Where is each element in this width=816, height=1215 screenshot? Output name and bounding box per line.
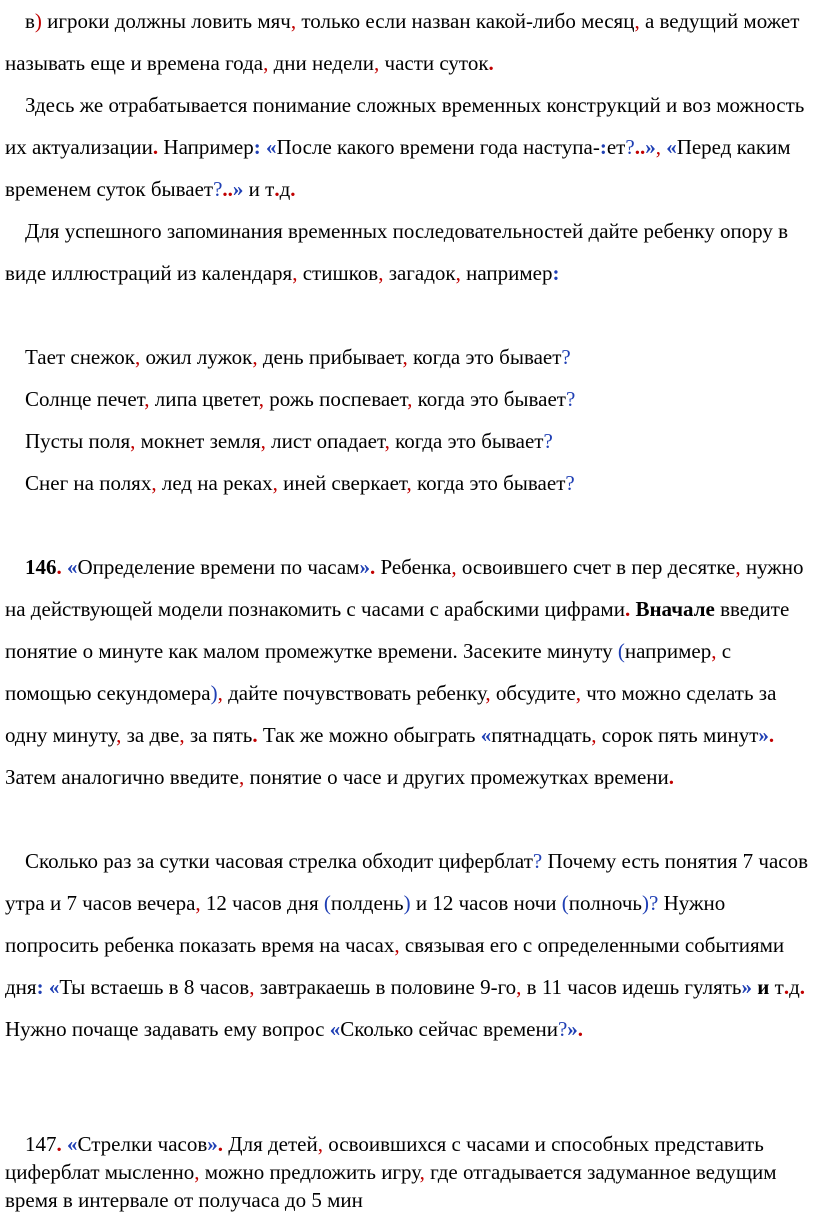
text-run: когда это бывает: [412, 387, 566, 411]
text-run: Ты встаешь в 8 часов: [59, 975, 250, 999]
text-run: ,: [116, 723, 122, 747]
text-run: ?: [557, 1017, 568, 1041]
text-run: ,: [394, 933, 400, 957]
text-run: «: [67, 1132, 78, 1156]
text-run: лед на реках: [156, 471, 273, 495]
text-run: Нужно попросить ребенка показать время на часах: [5, 891, 726, 957]
text-run: ,: [195, 891, 201, 915]
text-run: понятие о часе и других промежутках времени: [244, 765, 669, 789]
text-run: и: [757, 975, 770, 999]
text-run: дайте почувствовать ребенку: [222, 681, 486, 705]
paragraph-147-clock-hands: [5, 1130, 811, 1214]
text-run: ..: [634, 135, 646, 159]
text-run: ,: [258, 387, 265, 411]
text-run: ,: [485, 681, 491, 705]
text-run: ?: [565, 471, 575, 495]
text-run: полночь: [568, 891, 643, 915]
text-run: »: [645, 135, 656, 159]
text-run: только если назван какой-либо месяц: [296, 9, 635, 33]
text-run: ,: [634, 9, 640, 33]
text-run: ,: [406, 471, 412, 495]
text-run: освоившихся с часами и способных представить циферблат мысленно: [5, 1132, 764, 1184]
text-run: Солнце печет: [25, 387, 145, 411]
text-run: игроки должны ловить мяч: [41, 9, 291, 33]
text-run: «: [666, 135, 677, 159]
text-run: Пусты поля: [25, 429, 131, 453]
text-run: ?: [543, 429, 553, 453]
text-run: Для успешного запоминания временных последовательностей дайте ребенку опору в виде иллюстраций из календаря: [5, 219, 789, 285]
text-run: «: [48, 975, 60, 999]
text-run: части суток: [379, 51, 489, 75]
text-run: ,: [260, 429, 266, 453]
paragraph-146-clock-time: [5, 546, 811, 798]
text-run: ожил лужок: [140, 345, 253, 369]
text-run: :: [552, 261, 560, 285]
text-run: .: [624, 597, 631, 621]
text-run: ,: [144, 387, 150, 411]
text-run: ?: [625, 135, 635, 159]
text-run: ,: [402, 345, 408, 369]
text-run: ет: [606, 135, 626, 159]
text-run: »: [741, 975, 753, 999]
text-run: .: [290, 177, 296, 201]
text-run: Ребенка: [375, 555, 452, 579]
riddle-summer: [5, 378, 811, 420]
text-run: ,: [575, 681, 581, 705]
text-run: ,: [130, 429, 136, 453]
text-run: (: [617, 639, 625, 663]
text-run: можно предложить игру: [199, 1160, 420, 1184]
text-run: стишков: [297, 261, 379, 285]
text-run: нужно на действующей модели познакомить с часами с арабскими цифрами: [5, 555, 804, 621]
text-run: с помощью секундомера: [5, 639, 732, 705]
text-run: ,: [419, 1160, 425, 1184]
text-run: .: [768, 723, 775, 747]
text-run: ,: [516, 975, 522, 999]
text-run: ,: [292, 261, 298, 285]
text-run: ?: [565, 387, 576, 411]
text-run: »: [359, 555, 370, 579]
text-run: ,: [179, 723, 185, 747]
text-run: ): [403, 891, 411, 915]
text-run: (: [323, 891, 331, 915]
riddle-autumn: [5, 420, 811, 462]
text-run: :: [36, 975, 44, 999]
text-run: когда это бывает: [411, 471, 566, 495]
text-run: «: [67, 555, 78, 579]
text-run: за пять: [184, 723, 253, 747]
text-run: ,: [134, 345, 141, 369]
text-run: .: [274, 177, 280, 201]
riddle-winter: [5, 462, 811, 504]
text-run: »: [567, 1017, 578, 1041]
text-run: Почему есть понятия 7 часов утра и 7 часов вечера: [5, 849, 808, 915]
text-run: например: [624, 639, 712, 663]
text-run: ,: [217, 681, 223, 705]
text-run: После какого времени года наступа-: [276, 135, 600, 159]
text-run: Тает снежок: [25, 345, 135, 369]
text-run: «: [265, 135, 277, 159]
text-run: .: [217, 1132, 224, 1156]
paragraph-clock-questions: [5, 840, 811, 1050]
text-run: д: [279, 177, 291, 201]
text-run: ,: [317, 1132, 323, 1156]
text-run: введите понятие о минуте как малом промежутке времени. Засеките минуту: [5, 597, 790, 663]
text-run: где отгадывается задуманное ведущим время в интервале от получаса до 5 мин: [5, 1160, 777, 1212]
text-run: Так же можно обыграть: [257, 723, 481, 747]
text-run: .: [783, 975, 790, 999]
text-run: ,: [194, 1160, 200, 1184]
text-run: ?: [213, 177, 223, 201]
text-run: »: [207, 1132, 218, 1156]
text-run: ,: [407, 387, 413, 411]
text-run: »: [232, 177, 244, 201]
text-run: в 11 часов идешь гулять: [521, 975, 742, 999]
text-run: Нужно почаще задавать ему вопрос: [5, 1017, 330, 1041]
text-run: иней сверкает: [277, 471, 407, 495]
text-run: Вначале: [635, 597, 715, 621]
text-run: .: [369, 555, 376, 579]
text-run: когда это бывает: [389, 429, 544, 453]
text-run: .: [56, 555, 62, 579]
text-run: .: [152, 135, 159, 159]
text-run: «: [480, 723, 492, 747]
text-run: дни недели: [268, 51, 375, 75]
text-run: ): [642, 891, 650, 915]
text-run: за две: [121, 723, 180, 747]
text-run: день прибывает: [257, 345, 403, 369]
text-run: »: [758, 723, 769, 747]
text-run: ,: [455, 261, 461, 285]
text-run: ): [34, 9, 42, 33]
text-run: загадок: [383, 261, 456, 285]
text-run: Сколько раз за сутки часовая стрелка обходит циферблат: [25, 849, 533, 873]
paragraph-time-constructions: [5, 84, 811, 210]
text-run: и 12 часов ночи: [410, 891, 562, 915]
text-run: .: [668, 765, 675, 789]
text-run: ..: [222, 177, 233, 201]
text-run: (: [561, 891, 569, 915]
text-run: 147: [25, 1132, 57, 1156]
paragraph-ball-game-rule: [5, 0, 811, 84]
text-run: .: [488, 51, 494, 75]
text-run: 146: [25, 555, 57, 579]
text-run: ?: [561, 345, 571, 369]
text-run: и т: [243, 177, 275, 201]
text-run: ,: [272, 471, 278, 495]
text-run: когда это бывает: [407, 345, 562, 369]
text-run: лист опадает: [265, 429, 385, 453]
text-run: ,: [151, 471, 157, 495]
text-run: ,: [290, 9, 297, 33]
paragraph-memorization-tips: [5, 210, 811, 294]
text-run: освоившего счет в пер десятке: [456, 555, 736, 579]
text-run: ,: [451, 555, 457, 579]
text-run: ,: [378, 261, 384, 285]
text-run: что можно сделать за одну минуту: [5, 681, 777, 747]
text-run: связывая его с определенными событиями дня: [5, 933, 785, 999]
text-run: т: [769, 975, 784, 999]
text-run: рожь поспевает: [264, 387, 408, 411]
text-run: завтракаешь в половине 9-го: [254, 975, 517, 999]
text-run: ?: [532, 849, 543, 873]
text-run: ,: [711, 639, 717, 663]
text-run: а ведущий может называть еще и времена года: [5, 9, 800, 75]
text-run: ,: [591, 723, 597, 747]
text-run: ,: [263, 51, 269, 75]
text-run: обсудите: [490, 681, 576, 705]
text-run: Перед каким временем суток бывает: [5, 135, 791, 201]
text-run: .: [577, 1017, 584, 1041]
text-run: сорок пять минут: [596, 723, 759, 747]
text-run: мокнет земля: [135, 429, 261, 453]
text-run: «: [329, 1017, 341, 1041]
text-run: например: [460, 261, 553, 285]
text-run: липа цветет: [149, 387, 259, 411]
text-run: ,: [238, 765, 245, 789]
text-run: ,: [735, 555, 741, 579]
text-run: :: [599, 135, 607, 159]
text-run: .: [799, 975, 805, 999]
text-run: полдень: [330, 891, 404, 915]
text-run: ,: [384, 429, 390, 453]
text-run: Определение времени по часам: [77, 555, 360, 579]
text-run: .: [252, 723, 258, 747]
text-run: ,: [655, 135, 661, 159]
text-run: д: [789, 975, 800, 999]
text-run: ): [210, 681, 218, 705]
text-run: Снег на полях: [25, 471, 152, 495]
text-run: :: [253, 135, 261, 159]
text-run: ,: [249, 975, 255, 999]
text-run: Сколько сейчас времени: [340, 1017, 558, 1041]
text-run: Затем аналогично введите: [5, 765, 239, 789]
riddle-spring: [5, 336, 811, 378]
text-run: ,: [252, 345, 258, 369]
text-run: ,: [374, 51, 380, 75]
text-run: 12 часов дня: [200, 891, 324, 915]
text-run: пятнадцать: [491, 723, 592, 747]
text-run: Например: [158, 135, 254, 159]
text-run: .: [56, 1132, 62, 1156]
text-run: Стрелки часов: [77, 1132, 208, 1156]
text-run: в: [25, 9, 35, 33]
text-run: ?: [649, 891, 659, 915]
text-run: Для детей: [223, 1132, 318, 1156]
text-run: Здесь же отрабатывается понимание сложных временных конструкций и воз можность их актуализации: [5, 93, 805, 159]
